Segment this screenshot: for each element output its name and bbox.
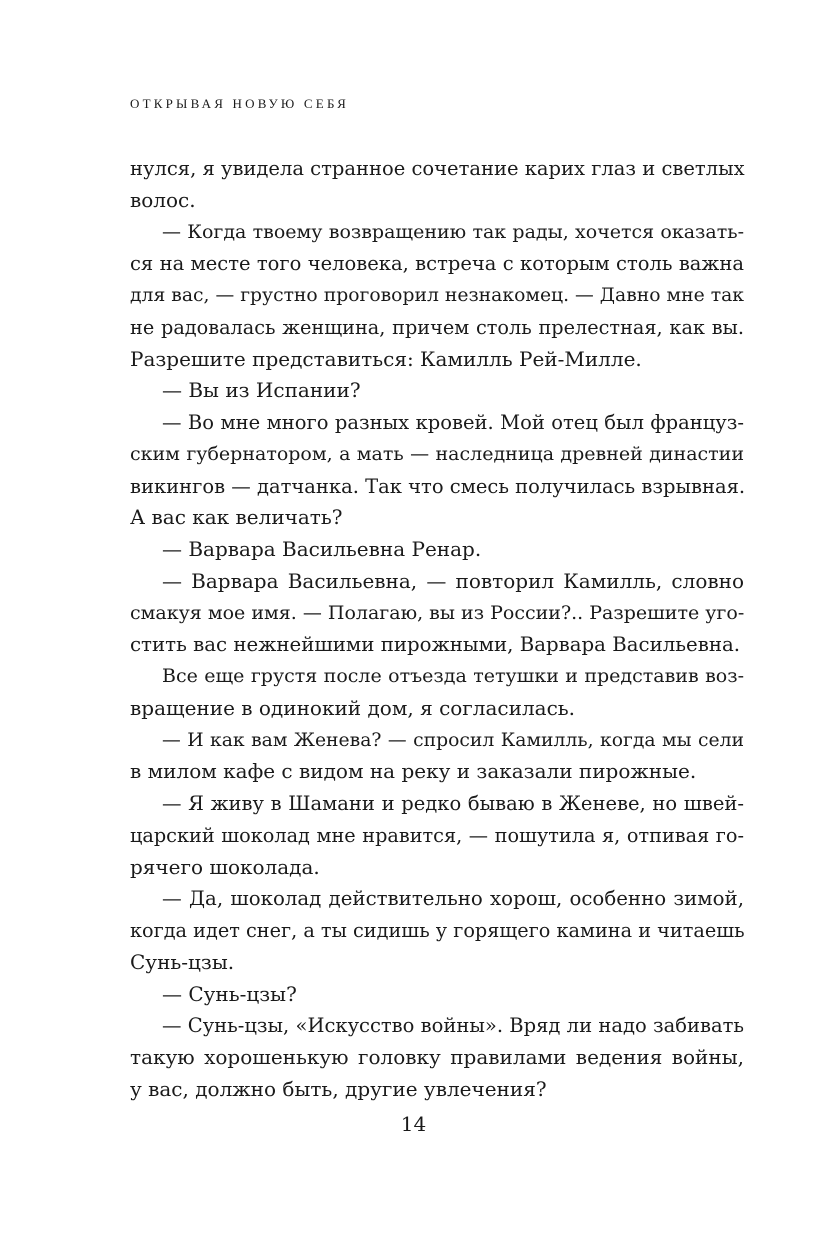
text-line: — И как вам Женева? — спросил Камилль, когда мы сели xyxy=(162,729,744,751)
text-line: нулся, я увидела странное сочетание карих глаз и светлых xyxy=(130,157,745,180)
text-line: такую хорошенькую головку правилами ведения войны, xyxy=(130,1045,744,1069)
text-line: Все еще грустя после отъезда тетушки и представив воз- xyxy=(162,665,744,687)
running-head: ОТКРЫВАЯ НОВУЮ СЕБЯ xyxy=(130,96,350,111)
text-line: — Сунь-цзы? xyxy=(162,981,297,1006)
text-line: стить вас нежнейшими пирожными, Варвара Васильевна. xyxy=(130,633,741,657)
text-line: вращение в одинокий дом, я согласилась. xyxy=(130,695,576,720)
text-line: — Сунь-цзы, «Искусство войны». Вряд ли надо забивать xyxy=(162,1014,744,1038)
text-line: царский шоколад мне нравится, — пошутила я, отпивая го- xyxy=(130,823,744,847)
text-line: не радовалась женщина, причем столь прелестная, как вы. xyxy=(130,315,744,339)
text-line: — Я живу в Шамани и редко бываю в Женеве, но швей- xyxy=(162,792,744,815)
text-line: — Варвара Васильевна Ренар. xyxy=(162,537,482,561)
text-line: викингов — датчанка. Так что смесь получилась взрывная. xyxy=(130,474,746,498)
body-text xyxy=(130,153,744,1106)
text-line: Сунь-цзы. xyxy=(130,949,235,974)
text-line: ским губернатором, а мать — наследница древней династии xyxy=(130,442,744,465)
text-line: Разрешите представиться: Камилль Рей-Милле. xyxy=(130,346,642,371)
text-line: когда идет снег, а ты сидишь у горящего камина и читаешь xyxy=(130,919,745,942)
text-line: в милом кафе с видом на реку и заказали пирожные. xyxy=(130,759,697,784)
text-line: — Варвара Васильевна, — повторил Камилль, словно xyxy=(162,568,744,593)
text-line: рячего шоколада. xyxy=(130,854,320,879)
page-number: 14 xyxy=(400,1112,427,1136)
text-line: у вас, должно быть, другие увлечения? xyxy=(130,1076,547,1101)
text-line: — Во мне много разных кровей. Мой отец был француз- xyxy=(162,411,744,434)
text-line: волос. xyxy=(130,187,196,212)
text-line: ся на месте того человека, встреча с которым столь важна xyxy=(130,252,744,276)
text-line: — Когда твоему возвращению так рады, хочется оказать- xyxy=(162,220,744,243)
text-line: — Вы из Испании? xyxy=(162,378,361,403)
text-line: смакуя мое имя. — Полагаю, вы из России?.. Разрешите уго- xyxy=(130,601,745,624)
text-line: А вас как величать? xyxy=(130,505,343,530)
text-line: — Да, шоколад действительно хорош, особенно зимой, xyxy=(162,887,744,911)
text-line: для вас, — грустно проговорил незнакомец. — Давно мне так xyxy=(130,285,744,306)
